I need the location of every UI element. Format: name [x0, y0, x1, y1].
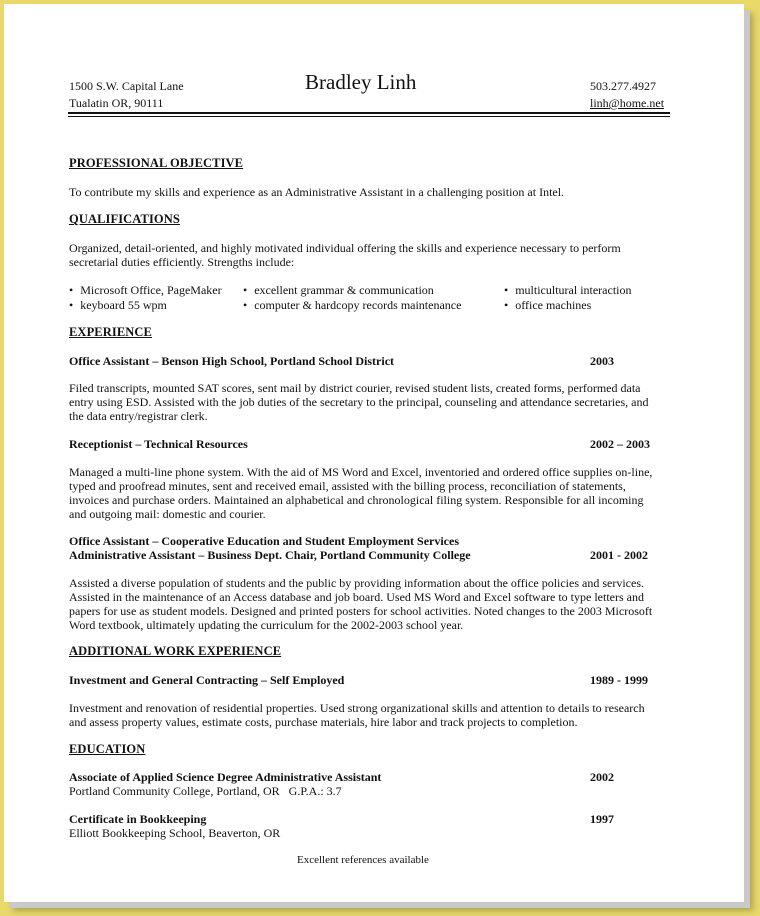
- header-rule-thin: [68, 116, 670, 117]
- qualifications-line-1: Organized, detail-oriented, and highly motivated individual offering the skills and experience necessary to perform: [69, 241, 621, 255]
- address-line-1: 1500 S.W. Capital Lane: [69, 79, 184, 93]
- degree-title: Associate of Applied Science Degree Administrative Assistant: [69, 770, 382, 784]
- job-description-line: entry using ESD. Assisted with the job duties of the secretary to the principal, counseling and attendance secretaries, and: [69, 395, 649, 409]
- strength-item: • multicultural interaction: [504, 283, 632, 297]
- objective-heading: PROFESSIONAL OBJECTIVE: [69, 156, 244, 170]
- job-description-line: and outgoing mail: domestic and courier.: [69, 507, 266, 521]
- job-description-line: papers for use as student models. Designed and printed posters for school activities. Noted changes to the 2003 Microsoft: [69, 604, 653, 618]
- job-description-line: Word textbook, ultimately updating the curriculum for the 2002-2003 school year.: [69, 618, 464, 632]
- job-description-line: Managed a multi-line phone system. With the aid of MS Word and Excel, inventoried and ordered office supplies on-line,: [69, 465, 653, 479]
- job-title: Office Assistant – Benson High School, Portland School District: [69, 354, 395, 368]
- degree-date: 2002: [590, 770, 614, 784]
- job-description-line: Assisted in the maintenance of an Access database and job board. Used MS Word and Excel software to type letters and: [69, 590, 644, 604]
- job-date: 2002 – 2003: [590, 437, 650, 451]
- strength-item: • computer & hardcopy records maintenance: [243, 298, 461, 312]
- additional-experience-heading: ADDITIONAL WORK EXPERIENCE: [69, 644, 282, 658]
- job-date: 2001 - 2002: [590, 548, 648, 562]
- address-line-2: Tualatin OR, 90111: [69, 96, 164, 110]
- degree-title: Certificate in Bookkeeping: [69, 812, 207, 826]
- job-title-secondary: Administrative Assistant – Business Dept. Chair, Portland Community College: [69, 548, 471, 562]
- job-description-line: Investment and renovation of residential properties. Used strong organizational skills and attention to details to research: [69, 701, 645, 715]
- strength-item: • office machines: [504, 298, 591, 312]
- phone-number: 503.277.4927: [590, 79, 656, 93]
- job-description-line: Assisted a diverse population of students and the public by providing information about the office policies and services.: [69, 576, 644, 590]
- job-description-line: typed and proofread minutes, sent and received email, assisted with the billing process, reconciliation of statements,: [69, 479, 626, 493]
- job-description-line: the data entry/registrar clerk.: [69, 409, 208, 423]
- qualifications-heading: QUALIFICATIONS: [69, 212, 180, 226]
- header-rule-thick: [68, 112, 670, 114]
- objective-text: To contribute my skills and experience as an Administrative Assistant in a challenging position at Intel.: [69, 185, 565, 199]
- job-description-line: invoices and purchase orders. Maintained an alphabetical and chronological filing system. Responsible for all incoming: [69, 493, 644, 507]
- job-title: Office Assistant – Cooperative Education and Student Employment Services: [69, 534, 459, 548]
- degree-detail: Portland Community College, Portland, OR G.P.A.: 3.7: [69, 784, 342, 798]
- strength-item: • Microsoft Office, PageMaker: [69, 283, 222, 297]
- email-link[interactable]: linh@home.net: [590, 96, 665, 110]
- job-title: Investment and General Contracting – Self Employed: [69, 673, 345, 687]
- references-note: Excellent references available: [297, 854, 429, 866]
- strength-item: • excellent grammar & communication: [243, 283, 434, 297]
- job-date: 2003: [590, 354, 614, 368]
- education-heading: EDUCATION: [69, 742, 146, 756]
- qualifications-line-2: secretarial duties efficiently. Strengths include:: [69, 255, 295, 269]
- degree-detail: Elliott Bookkeeping School, Beaverton, OR: [69, 826, 281, 840]
- job-title: Receptionist – Technical Resources: [69, 437, 248, 451]
- resume-page: [4, 4, 744, 902]
- job-description-line: and assess property values, estimate costs, purchase materials, hire labor and track projects to completion.: [69, 715, 578, 729]
- job-date: 1989 - 1999: [590, 673, 648, 687]
- experience-heading: EXPERIENCE: [69, 325, 152, 339]
- applicant-name: Bradley Linh: [305, 70, 417, 94]
- degree-date: 1997: [590, 812, 614, 826]
- strength-item: • keyboard 55 wpm: [69, 298, 167, 312]
- job-description-line: Filed transcripts, mounted SAT scores, sent mail by district courier, revised student lists, created forms, performed data: [69, 381, 641, 395]
